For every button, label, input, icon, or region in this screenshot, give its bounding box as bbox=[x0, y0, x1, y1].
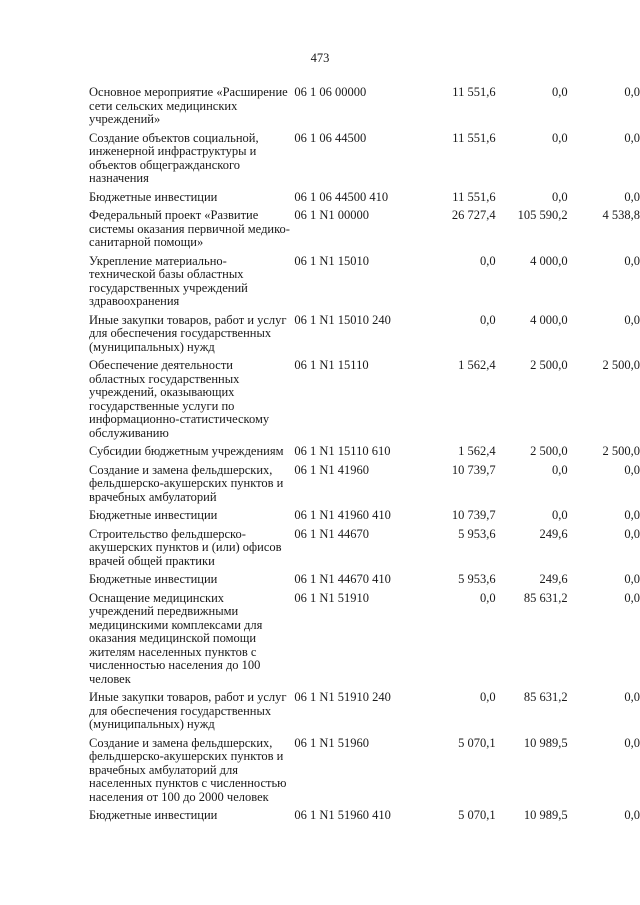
amount-year-3: 0,0 bbox=[624, 85, 640, 99]
amount-year-1: 5 953,6 bbox=[458, 572, 496, 586]
item-name: Создание и замена фельдшерских, фельдшерско-акушерских пунктов и врачебных амбулаторий bbox=[89, 462, 284, 504]
amount-year-3: 0,0 bbox=[624, 572, 640, 586]
item-name: Укрепление материально-технической базы областных государственных учреждений здравоохранения bbox=[89, 253, 248, 308]
classification-code: 06 1 06 44500 bbox=[294, 130, 367, 145]
amount-year-1: 26 727,4 bbox=[451, 208, 496, 222]
classification-code: 06 1 N1 51910 bbox=[294, 590, 370, 605]
amount-year-2: 249,6 bbox=[539, 572, 568, 586]
amount-year-3: 0,0 bbox=[624, 130, 640, 145]
table-row bbox=[89, 86, 640, 132]
table-row bbox=[89, 314, 640, 360]
amount-year-3: 0,0 bbox=[624, 253, 640, 268]
item-name: Создание объектов социальной, инженерной инфраструктуры и объектов общегражданского назначения bbox=[89, 130, 259, 185]
amount-year-1: 1 562,4 bbox=[458, 358, 496, 372]
table-body bbox=[89, 86, 640, 828]
amount-year-3: 0,0 bbox=[624, 735, 640, 750]
amount-year-2: 0,0 bbox=[551, 462, 568, 477]
classification-code: 06 1 N1 15010 240 bbox=[294, 312, 391, 327]
amount-year-2: 105 590,2 bbox=[517, 208, 568, 222]
amount-year-1: 0,0 bbox=[479, 253, 496, 268]
item-name: Бюджетные инвестиции bbox=[89, 189, 218, 204]
table-row bbox=[89, 209, 640, 255]
classification-code: 06 1 06 00000 bbox=[294, 85, 367, 99]
item-name: Субсидии бюджетным учреждениям bbox=[89, 444, 284, 458]
table-row bbox=[89, 132, 640, 191]
classification-code: 06 1 N1 51960 410 bbox=[294, 808, 391, 822]
amount-year-3: 2 500,0 bbox=[602, 444, 640, 458]
page-number: 473 bbox=[310, 51, 330, 65]
amount-year-2: 0,0 bbox=[551, 85, 568, 99]
item-name: Федеральный проект «Развитие системы оказания первичной медико-санитарной помощи» bbox=[89, 208, 290, 249]
amount-year-1: 5 953,6 bbox=[458, 526, 496, 541]
classification-code: 06 1 N1 15010 bbox=[294, 253, 370, 268]
classification-code: 06 1 N1 44670 bbox=[294, 526, 370, 541]
amount-year-1: 0,0 bbox=[479, 590, 496, 605]
amount-year-3: 4 538,8 bbox=[602, 208, 640, 222]
classification-code: 06 1 06 44500 410 bbox=[294, 189, 389, 204]
item-name: Основное мероприятие «Расширение сети сельских медицинских учреждений» bbox=[89, 85, 288, 126]
budget-table bbox=[89, 86, 640, 828]
classification-code: 06 1 N1 41960 410 bbox=[294, 508, 391, 522]
table-row bbox=[89, 737, 640, 810]
amount-year-1: 10 739,7 bbox=[451, 508, 496, 522]
amount-year-1: 5 070,1 bbox=[458, 808, 496, 822]
table-row bbox=[89, 191, 640, 210]
amount-year-3: 0,0 bbox=[624, 462, 640, 477]
item-name: Бюджетные инвестиции bbox=[89, 808, 218, 822]
amount-year-3: 0,0 bbox=[624, 312, 640, 327]
item-name: Иные закупки товаров, работ и услуг для обеспечения государственных (муниципальных) нужд bbox=[89, 690, 287, 731]
amount-year-3: 0,0 bbox=[624, 189, 640, 204]
classification-code: 06 1 N1 51960 bbox=[294, 735, 370, 750]
classification-code: 06 1 N1 41960 bbox=[294, 462, 370, 477]
item-name: Бюджетные инвестиции bbox=[89, 572, 218, 586]
amount-year-1: 11 551,6 bbox=[452, 130, 496, 145]
amount-year-3: 0,0 bbox=[624, 808, 640, 822]
amount-year-2: 85 631,2 bbox=[523, 590, 568, 605]
amount-year-3: 0,0 bbox=[624, 526, 640, 541]
amount-year-1: 11 551,6 bbox=[452, 85, 496, 99]
amount-year-2: 0,0 bbox=[551, 189, 568, 204]
amount-year-2: 85 631,2 bbox=[523, 690, 568, 704]
amount-year-3: 2 500,0 bbox=[602, 358, 640, 372]
table-row bbox=[89, 691, 640, 737]
table-row bbox=[89, 464, 640, 510]
item-name: Обеспечение деятельности областных государственных учреждений, оказывающих государственные услуги по информационно-статистическому обслуживанию bbox=[89, 358, 270, 440]
classification-code: 06 1 N1 00000 bbox=[294, 208, 370, 222]
item-name: Бюджетные инвестиции bbox=[89, 508, 218, 522]
classification-code: 06 1 N1 15110 bbox=[294, 358, 369, 372]
amount-year-2: 2 500,0 bbox=[530, 358, 568, 372]
table-row bbox=[89, 528, 640, 574]
amount-year-3: 0,0 bbox=[624, 590, 640, 605]
item-name: Иные закупки товаров, работ и услуг для обеспечения государственных (муниципальных) нужд bbox=[89, 312, 287, 354]
classification-code: 06 1 N1 15110 610 bbox=[294, 444, 391, 458]
classification-code: 06 1 N1 44670 410 bbox=[294, 572, 391, 586]
table-row bbox=[89, 509, 640, 528]
amount-year-2: 249,6 bbox=[539, 526, 568, 541]
amount-year-2: 10 989,5 bbox=[523, 735, 568, 750]
amount-year-1: 0,0 bbox=[479, 690, 496, 704]
amount-year-1: 5 070,1 bbox=[458, 735, 496, 750]
amount-year-2: 4 000,0 bbox=[530, 253, 568, 268]
amount-year-1: 1 562,4 bbox=[458, 444, 496, 458]
amount-year-2: 2 500,0 bbox=[530, 444, 568, 458]
classification-code: 06 1 N1 51910 240 bbox=[294, 690, 391, 704]
amount-year-2: 0,0 bbox=[551, 508, 568, 522]
amount-year-1: 0,0 bbox=[479, 312, 496, 327]
amount-year-1: 11 551,6 bbox=[452, 189, 496, 204]
table-row bbox=[89, 445, 640, 464]
amount-year-3: 0,0 bbox=[624, 690, 640, 704]
item-name: Создание и замена фельдшерских, фельдшерско-акушерских пунктов и врачебных амбулаторий для населенных пунктов с численностью населения от 100 до 2000 человек bbox=[89, 735, 287, 804]
amount-year-2: 0,0 bbox=[551, 130, 568, 145]
item-name: Оснащение медицинских учреждений передвижными медицинскими комплексами для оказания медицинской помощи жителям населенных пунктов с численностью населения до 100 человек bbox=[89, 590, 263, 686]
amount-year-2: 4 000,0 bbox=[530, 312, 568, 327]
amount-year-1: 10 739,7 bbox=[451, 462, 496, 477]
table-row bbox=[89, 573, 640, 592]
amount-year-2: 10 989,5 bbox=[523, 808, 568, 822]
item-name: Строительство фельдшерско-акушерских пунктов и (или) офисов врачей общей практики bbox=[89, 526, 282, 568]
table-row bbox=[89, 809, 640, 828]
table-row bbox=[89, 592, 640, 692]
amount-year-3: 0,0 bbox=[624, 508, 640, 522]
table-row bbox=[89, 255, 640, 314]
table-row bbox=[89, 359, 640, 445]
